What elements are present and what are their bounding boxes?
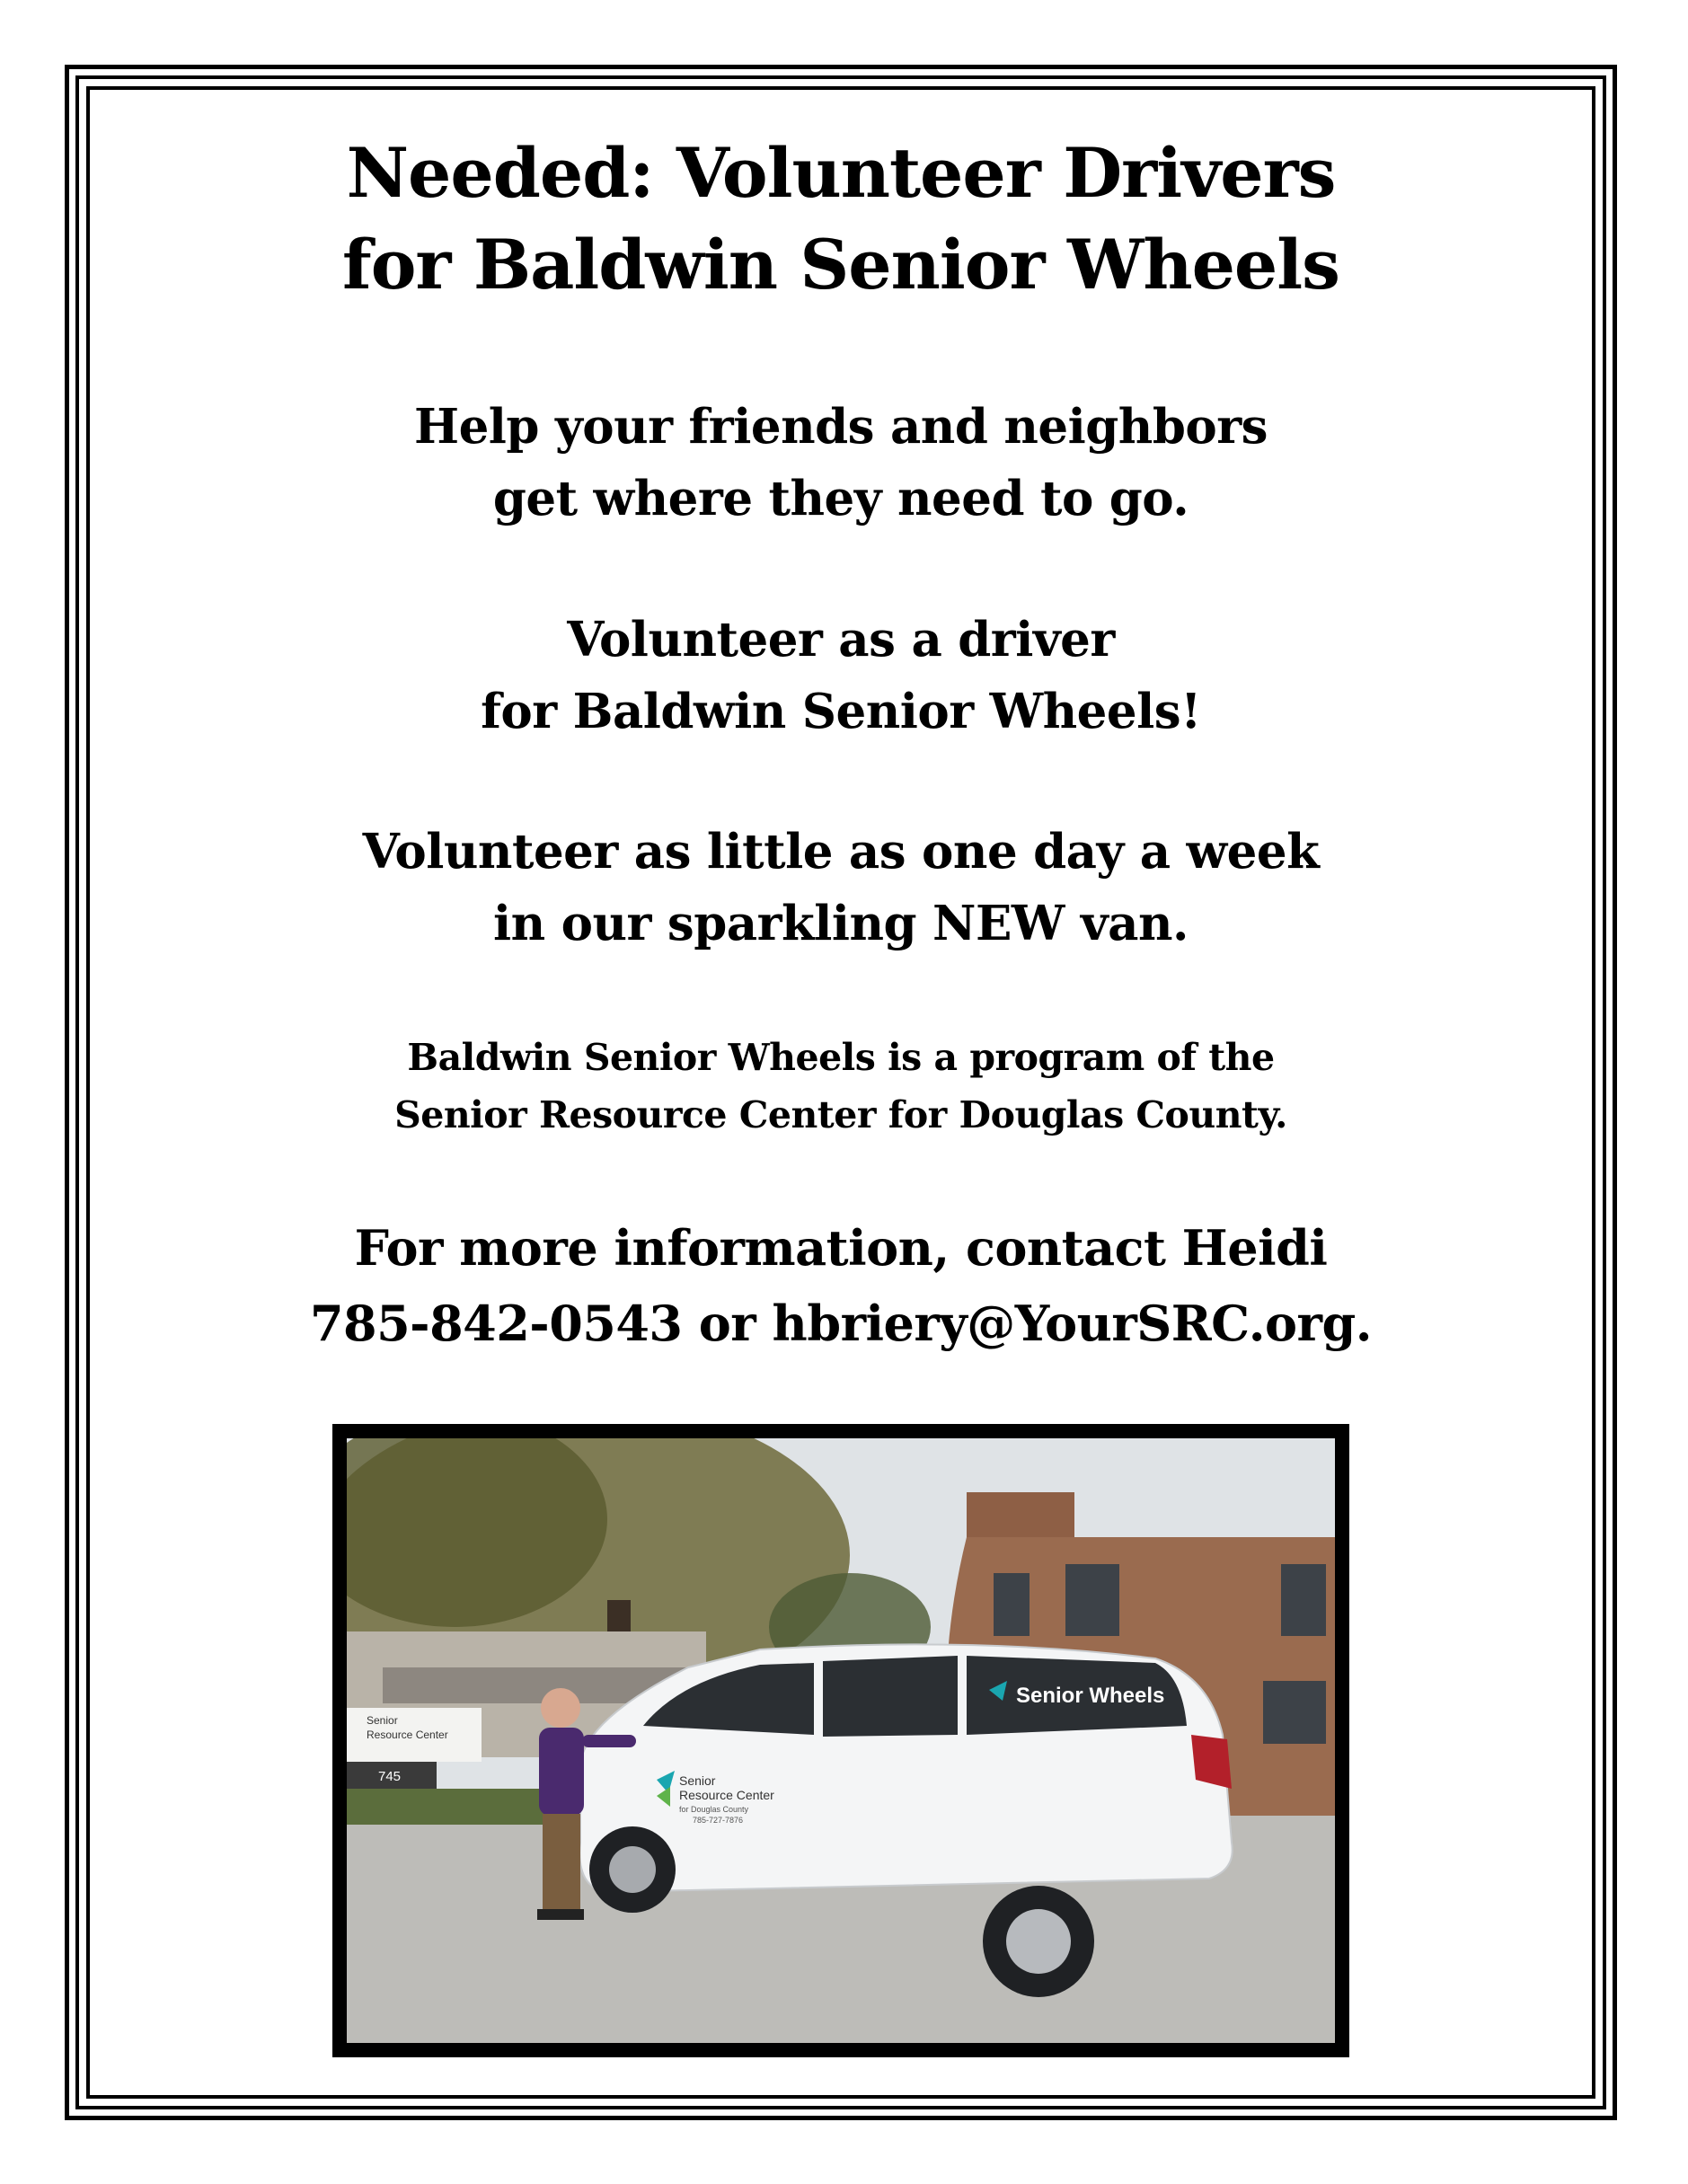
contact-text <box>86 1210 1595 1361</box>
door-text-3: for Douglas County <box>679 1805 749 1814</box>
sign-text-2: Resource Center <box>367 1729 448 1741</box>
building-window-4 <box>1263 1681 1326 1744</box>
help-line-1: Help your friends and neighbors <box>414 399 1268 455</box>
sign-text-1: Senior <box>367 1714 398 1727</box>
volunteer-line-1: Volunteer as a driver <box>567 612 1115 668</box>
van-photo-illustration <box>347 1438 1335 2043</box>
volunteer-driver-text <box>86 604 1595 747</box>
help-line-2: get where they need to go. <box>492 471 1189 526</box>
person-head <box>541 1688 580 1728</box>
schedule-text <box>86 816 1595 959</box>
person-shoes <box>537 1909 584 1920</box>
person-arm <box>582 1735 636 1747</box>
door-phone: 785-727-7876 <box>693 1816 744 1825</box>
volunteer-line-2: for Baldwin Senior Wheels! <box>481 684 1201 739</box>
van-middle-window <box>823 1656 958 1737</box>
van-rear-hubcap <box>1006 1909 1071 1974</box>
brick-tower <box>967 1492 1074 1537</box>
person-jacket <box>539 1728 584 1816</box>
schedule-line-1: Volunteer as little as one day a week <box>362 824 1320 880</box>
building-window-1 <box>994 1573 1030 1636</box>
program-line-2: Senior Resource Center for Douglas County. <box>394 1093 1287 1136</box>
help-neighbors-text <box>86 391 1595 535</box>
van-window-text: Senior Wheels <box>1016 1684 1165 1708</box>
door-text-2: Resource Center <box>679 1788 774 1802</box>
van-photo <box>332 1424 1349 2057</box>
contact-line-1: For more information, contact Heidi <box>354 1219 1328 1277</box>
headline <box>86 128 1595 311</box>
headline-line-1: Needed: Volunteer Drivers <box>346 133 1336 213</box>
schedule-line-2: in our sparkling NEW van. <box>492 896 1189 951</box>
building-window-2 <box>1065 1564 1119 1636</box>
sign-number: 745 <box>378 1769 402 1784</box>
van-front-hubcap <box>609 1846 656 1893</box>
headline-line-2: for Baldwin Senior Wheels <box>342 225 1339 305</box>
contact-line-2: 785-842-0543 or hbriery@YourSRC.org. <box>309 1295 1373 1352</box>
building-window-3 <box>1281 1564 1326 1636</box>
program-text <box>86 1029 1595 1144</box>
person-pants <box>543 1814 580 1913</box>
program-line-1: Baldwin Senior Wheels is a program of the <box>407 1036 1275 1079</box>
door-text-1: Senior <box>679 1773 716 1788</box>
